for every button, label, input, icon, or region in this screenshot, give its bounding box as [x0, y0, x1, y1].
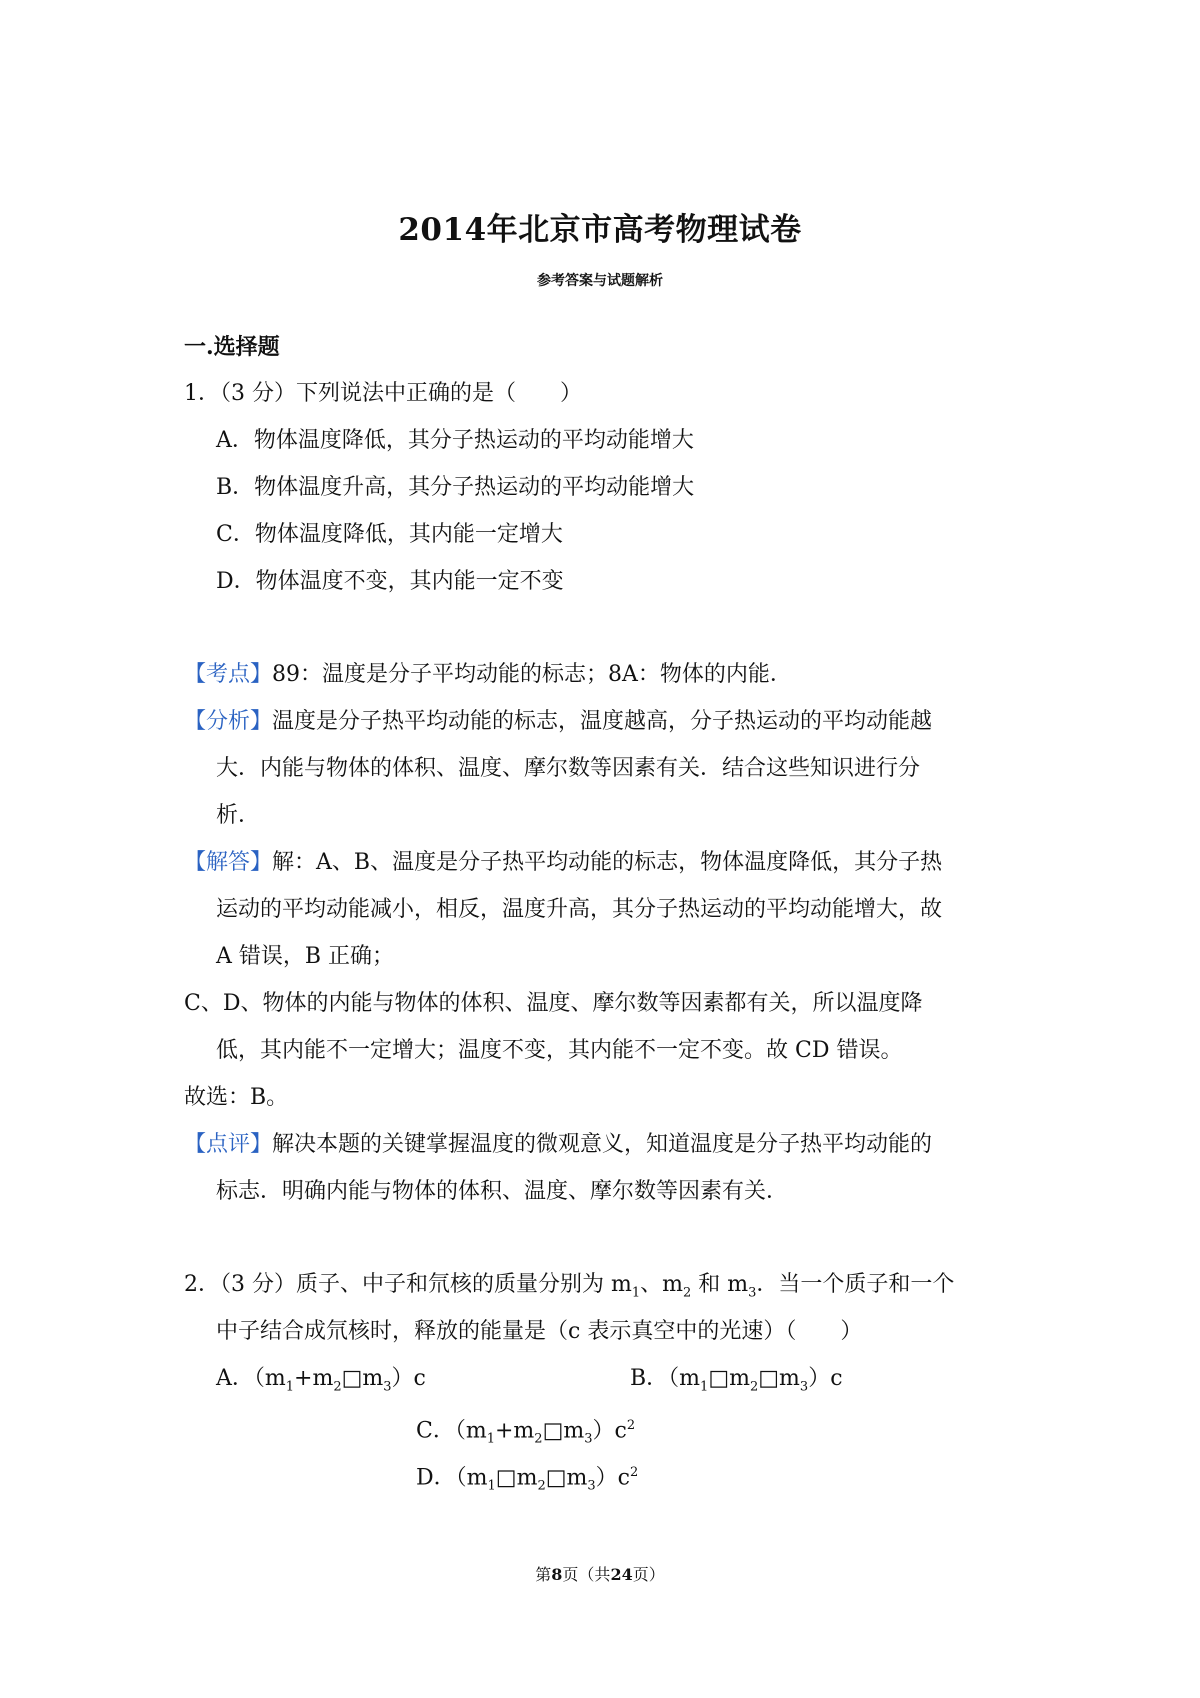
- opt-text: +m: [494, 1418, 535, 1444]
- q1-option-b: B．物体温度升高，其分子热运动的平均动能增大: [216, 475, 695, 500]
- opt-text: □m: [495, 1465, 538, 1491]
- fenxi-tag: 【分析】: [184, 709, 273, 734]
- q2-stem-line2: 中子结合成氘核时，释放的能量是（c 表示真空中的光速）（ ）: [216, 1319, 863, 1344]
- page-footer: [0, 1562, 1200, 1585]
- sub: 3: [584, 1431, 593, 1447]
- q2-stem: [184, 1270, 954, 1308]
- opt-text: ）c: [595, 1465, 630, 1491]
- dianping-text-2: 标志．明确内能与物体的体积、温度、摩尔数等因素有关．: [216, 1179, 789, 1204]
- q1-option-d: D．物体温度不变，其内能一定不变: [216, 569, 564, 594]
- sub: 1: [486, 1431, 495, 1447]
- q1-fenxi: [184, 707, 932, 737]
- q1-answer: 故选：B。: [184, 1085, 289, 1110]
- q1-dianping: [184, 1130, 932, 1160]
- sub: 3: [383, 1379, 392, 1395]
- opt-text: □m: [341, 1366, 384, 1391]
- q2-stem-c: 和 m: [691, 1272, 749, 1297]
- q2-stem-b: 、m: [640, 1272, 683, 1297]
- sub: 1: [285, 1379, 295, 1395]
- jieda-text-1: 解：A、B、温度是分子热平均动能的标志，物体温度降低，其分子热: [272, 850, 943, 875]
- q2-option-a: [216, 1364, 426, 1402]
- q1-option-c: C．物体温度降低，其内能一定增大: [216, 522, 563, 547]
- sub: 2: [749, 1379, 759, 1395]
- page-total: 24: [610, 1565, 633, 1584]
- opt-text: □m: [542, 1418, 585, 1444]
- opt-text: □m: [708, 1366, 750, 1391]
- jieda-text-3: A 错误，B 正确；: [216, 944, 395, 969]
- opt-text: □m: [758, 1366, 800, 1391]
- sup: 2: [626, 1418, 636, 1433]
- sub: 2: [333, 1379, 342, 1395]
- jieda-tag: 【解答】: [184, 850, 273, 875]
- sub: 2: [537, 1478, 546, 1494]
- opt-text: □m: [545, 1465, 588, 1491]
- q1-stem: 1．（3 分）下列说法中正确的是（ ）: [184, 381, 582, 406]
- page-number: 8: [551, 1565, 563, 1584]
- q1-kaodian: [184, 660, 792, 690]
- footer-text: 页（共: [562, 1565, 611, 1584]
- footer-text: 页）: [632, 1565, 665, 1584]
- kaodian-text: 89：温度是分子平均动能的标志；8A：物体的内能．: [272, 662, 792, 687]
- section-title: 一.选择题: [184, 334, 280, 360]
- fenxi-text-3: 析．: [216, 803, 261, 828]
- opt-text: D．（m: [416, 1465, 488, 1491]
- sub: 1: [631, 1285, 641, 1301]
- sup: 2: [630, 1465, 639, 1480]
- sub: 1: [700, 1379, 709, 1395]
- fenxi-text-1: 温度是分子热平均动能的标志，温度越高，分子热运动的平均动能越: [272, 709, 933, 734]
- opt-text: ）c: [592, 1418, 627, 1444]
- opt-text: ）c: [391, 1366, 426, 1391]
- q2-option-b: [630, 1364, 843, 1402]
- jieda-text-4: C、D、物体的内能与物体的体积、温度、摩尔数等因素都有关，所以温度降: [184, 991, 923, 1016]
- footer-text: 第: [535, 1565, 552, 1584]
- page-subtitle: 参考答案与试题解析: [537, 273, 663, 289]
- jieda-text-2: 运动的平均动能减小，相反，温度升高，其分子热运动的平均动能增大，故: [216, 897, 943, 922]
- opt-text: C．（m: [416, 1418, 487, 1444]
- dianping-tag: 【点评】: [184, 1132, 273, 1157]
- page-title: 2014年北京市高考物理试卷: [398, 212, 802, 248]
- q1-option-a: A．物体温度降低，其分子热运动的平均动能增大: [216, 428, 694, 453]
- sub: 2: [534, 1431, 543, 1447]
- q2-option-d: [416, 1458, 638, 1502]
- dianping-text-1: 解决本题的关键掌握温度的微观意义，知道温度是分子热平均动能的: [272, 1132, 933, 1157]
- opt-text: A．（m: [216, 1366, 286, 1391]
- sub: 1: [487, 1478, 496, 1494]
- sub: 3: [748, 1285, 757, 1301]
- q2-option-c: [416, 1411, 635, 1455]
- q2-stem-d: ．当一个质子和一个: [756, 1272, 955, 1297]
- q2-stem-a: 2．（3 分）质子、中子和氘核的质量分别为 m: [184, 1272, 632, 1297]
- opt-text: B．（m: [630, 1366, 701, 1391]
- sub: 3: [587, 1478, 596, 1494]
- q1-jieda: [184, 848, 942, 878]
- sub: 3: [799, 1379, 809, 1395]
- opt-text: +m: [294, 1366, 334, 1391]
- jieda-text-5: 低，其内能不一定增大；温度不变，其内能不一定不变。故 CD 错误。: [216, 1038, 903, 1063]
- opt-text: ）c: [808, 1366, 843, 1391]
- kaodian-tag: 【考点】: [184, 662, 273, 687]
- sub: 2: [683, 1285, 692, 1301]
- fenxi-text-2: 大．内能与物体的体积、温度、摩尔数等因素有关．结合这些知识进行分: [216, 756, 921, 781]
